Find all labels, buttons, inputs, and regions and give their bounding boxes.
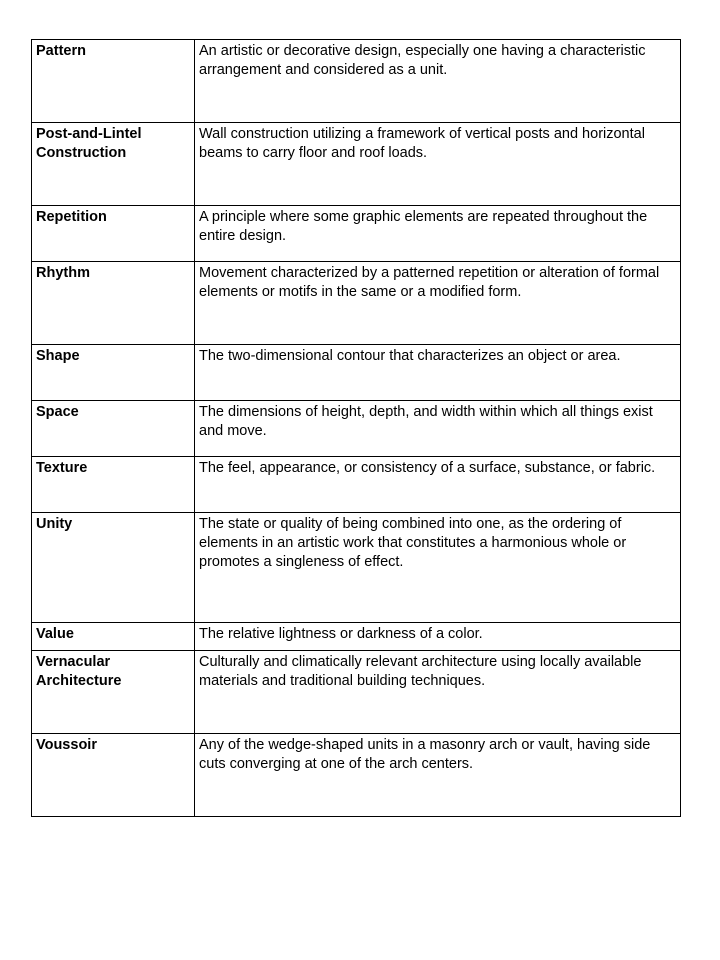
table-row: [32, 457, 681, 513]
definition-cell: Wall construction utilizing a framework of vertical posts and horizontal beams to carry floor and roof loads.: [195, 123, 681, 206]
term-cell: Rhythm: [32, 262, 195, 345]
table-row: [32, 651, 681, 734]
term-cell: Voussoir: [32, 734, 195, 817]
term-cell: Value: [32, 623, 195, 651]
term-cell: Vernacular Architecture: [32, 651, 195, 734]
definition-cell: The dimensions of height, depth, and width within which all things exist and move.: [195, 401, 681, 457]
definition-cell: Any of the wedge-shaped units in a masonry arch or vault, having side cuts converging at one of the arch centers.: [195, 734, 681, 817]
definition-cell: Culturally and climatically relevant architecture using locally available materials and traditional building techniques.: [195, 651, 681, 734]
definition-cell: The relative lightness or darkness of a color.: [195, 623, 681, 651]
glossary-table: [31, 39, 681, 817]
table-row: [32, 123, 681, 206]
definition-cell: The feel, appearance, or consistency of a surface, substance, or fabric.: [195, 457, 681, 513]
term-cell: Pattern: [32, 40, 195, 123]
table-row: [32, 734, 681, 817]
definition-cell: A principle where some graphic elements are repeated throughout the entire design.: [195, 206, 681, 262]
definition-cell: The two-dimensional contour that characterizes an object or area.: [195, 345, 681, 401]
definition-cell: The state or quality of being combined into one, as the ordering of elements in an artistic work that constitutes a harmonious whole or promotes a singleness of effect.: [195, 513, 681, 623]
table-row: [32, 623, 681, 651]
term-cell: Unity: [32, 513, 195, 623]
table-row: [32, 206, 681, 262]
table-row: [32, 40, 681, 123]
term-cell: Texture: [32, 457, 195, 513]
table-row: [32, 262, 681, 345]
table-row: [32, 513, 681, 623]
definition-cell: Movement characterized by a patterned repetition or alteration of formal elements or motifs in the same or a modified form.: [195, 262, 681, 345]
term-cell: Repetition: [32, 206, 195, 262]
table-row: [32, 401, 681, 457]
term-cell: Space: [32, 401, 195, 457]
term-cell: Post-and-Lintel Construction: [32, 123, 195, 206]
table-row: [32, 345, 681, 401]
definition-cell: An artistic or decorative design, especially one having a characteristic arrangement and considered as a unit.: [195, 40, 681, 123]
term-cell: Shape: [32, 345, 195, 401]
